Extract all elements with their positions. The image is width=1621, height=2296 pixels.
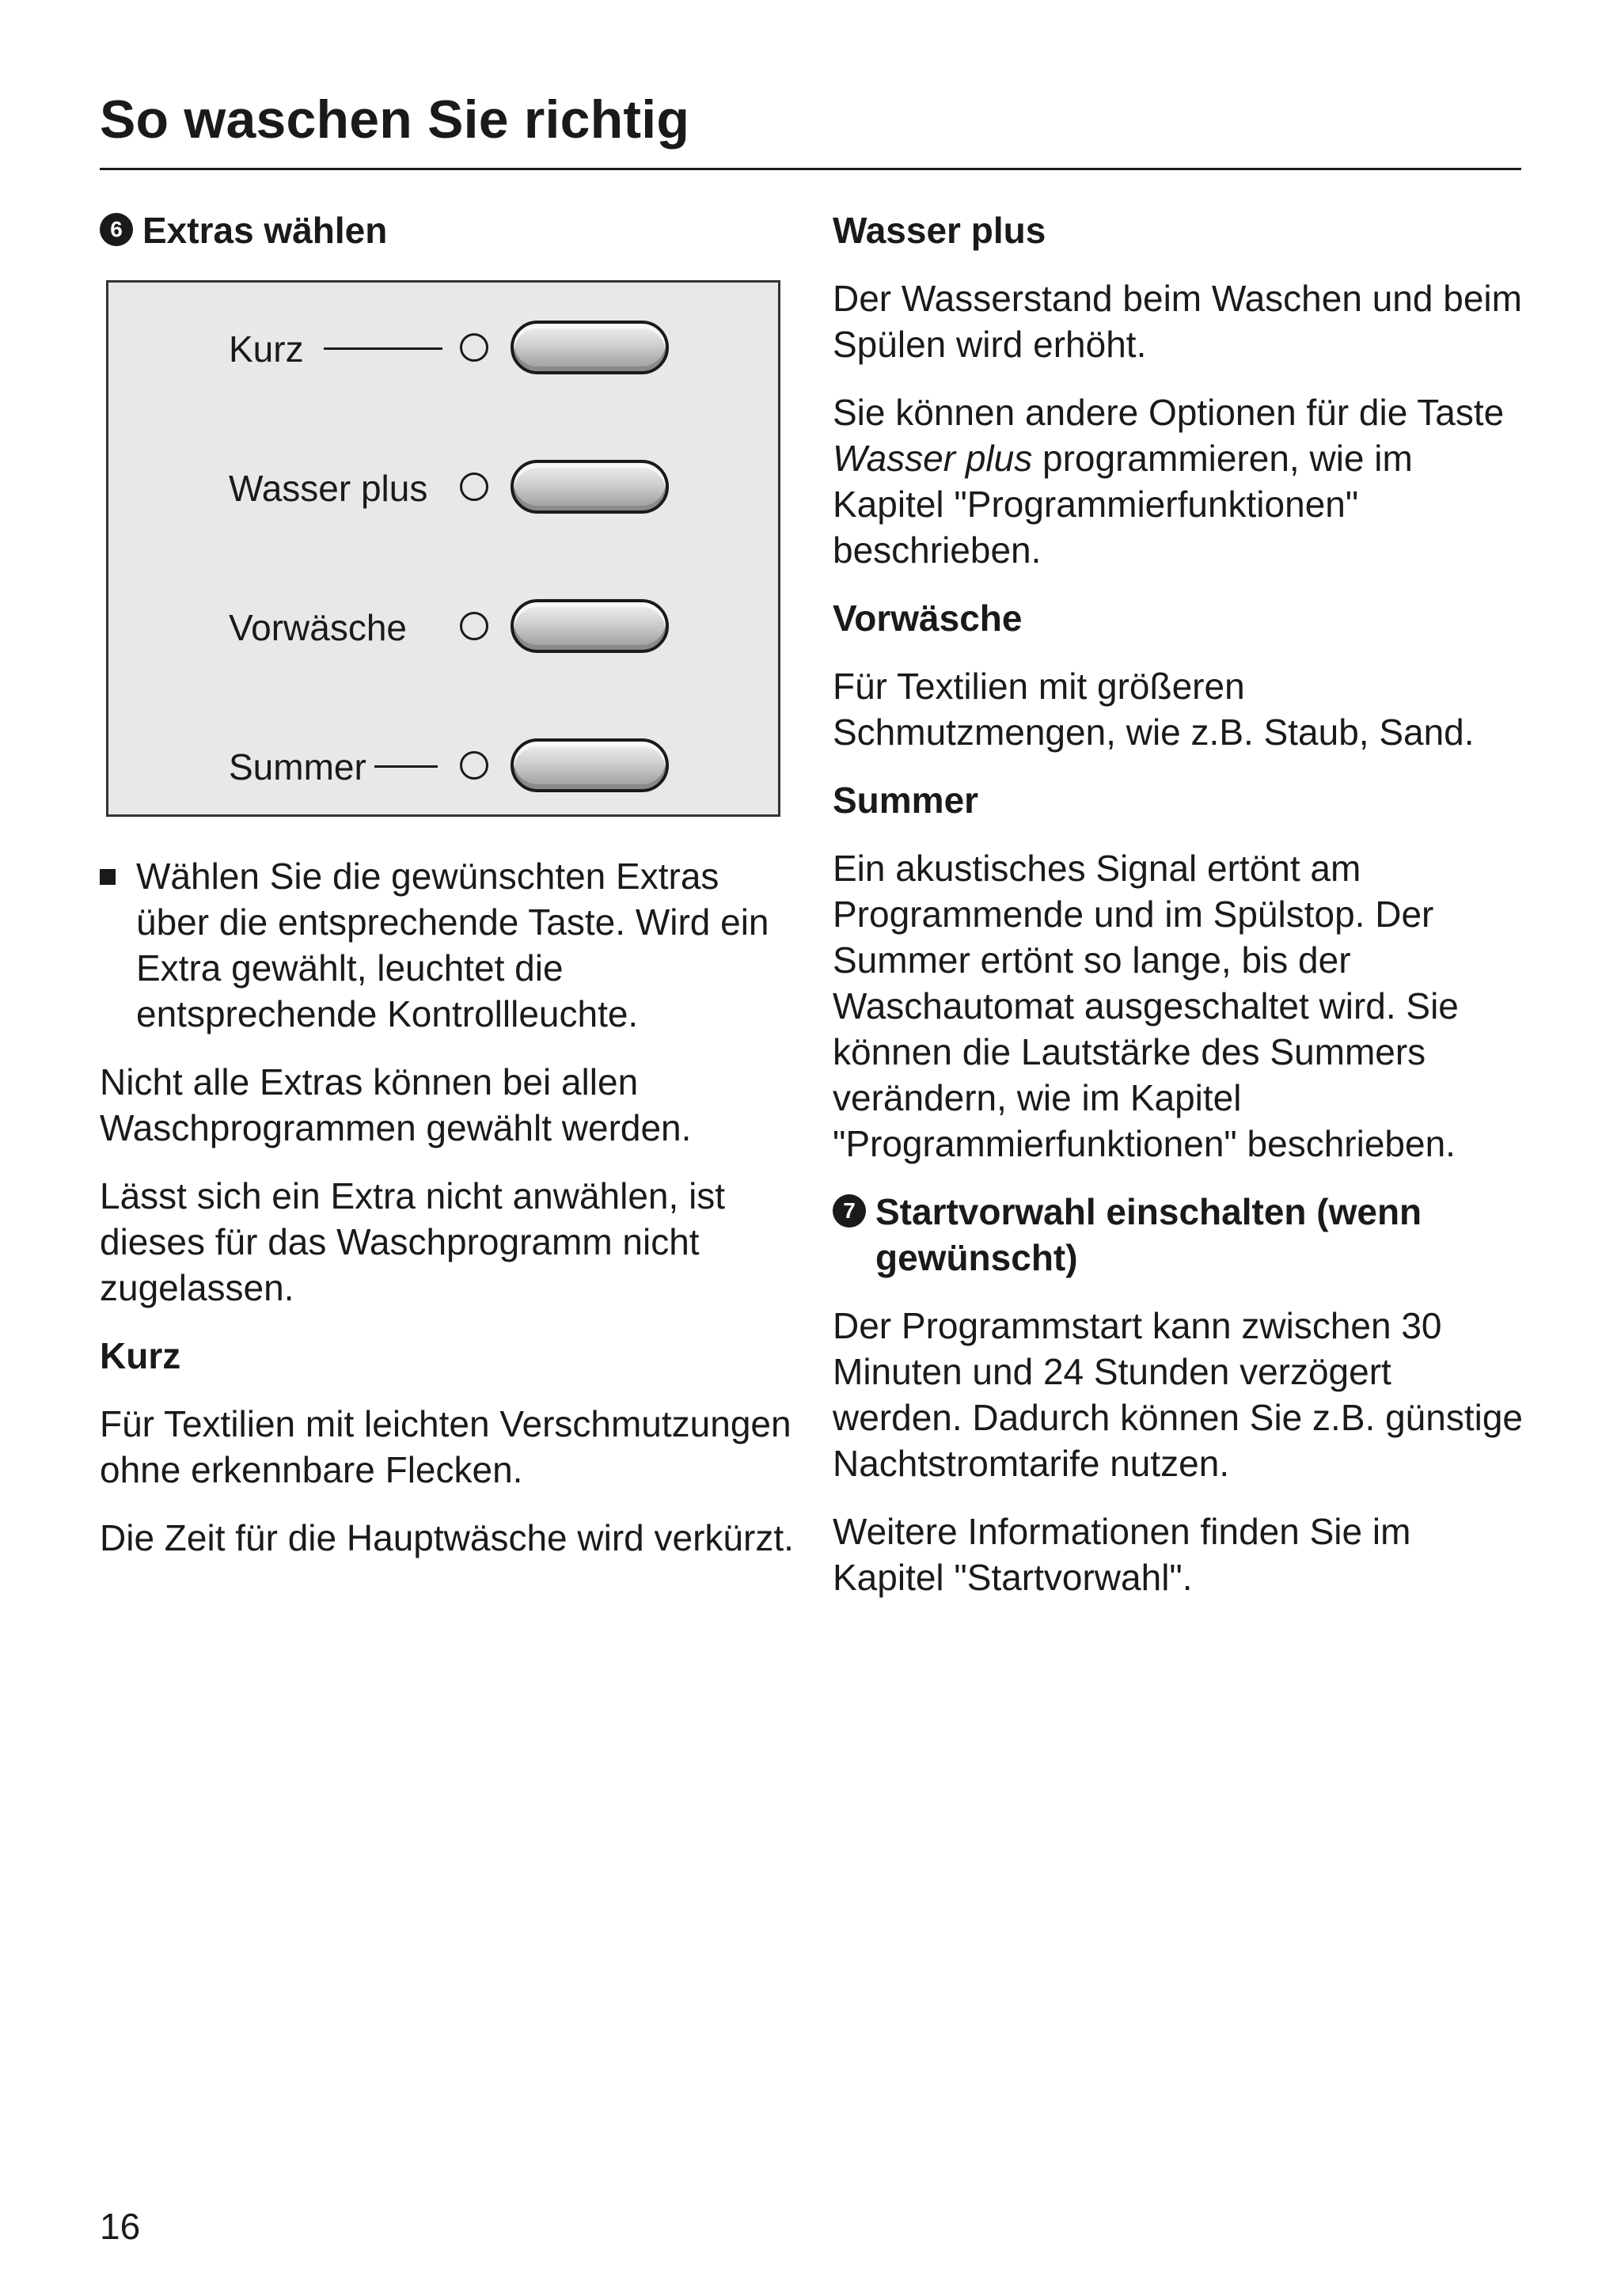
bullet-square-icon xyxy=(100,869,116,885)
text-run: programmieren, wie im Kapitel "Programmierfunktionen" beschrieben. xyxy=(833,438,1413,571)
step-6-number: 6 xyxy=(100,213,133,246)
paragraph-startvorwahl-1: Der Programmstart kann zwischen 30 Minuten und 24 Stunden verzögert werden. Dadurch können Sie z.B. günstige Nachtstromtarife nutzen. xyxy=(833,1305,1523,1484)
step-6-title: Extras wählen xyxy=(142,210,388,251)
indicator-light-wasser-plus xyxy=(460,472,488,501)
page-number: 16 xyxy=(100,2206,141,2247)
indicator-light-kurz xyxy=(460,333,488,362)
heading-kurz: Kurz xyxy=(100,1335,181,1376)
paragraph-wasser-plus-1: Der Wasserstand beim Waschen und beim Spülen wird erhöht. xyxy=(833,278,1522,365)
indicator-light-vorwaesche xyxy=(460,612,488,640)
panel-label-kurz: Kurz xyxy=(229,328,304,370)
indicator-light-summer xyxy=(460,751,488,780)
panel-label-vorwaesche: Vorwäsche xyxy=(229,607,408,648)
vorwaesche-button[interactable] xyxy=(511,599,669,653)
italic-term-wasser-plus: Wasser plus xyxy=(833,438,1033,479)
instruction-bullet xyxy=(100,853,796,1037)
step-7-number: 7 xyxy=(833,1194,866,1228)
panel-label-summer: Summer xyxy=(229,746,366,787)
kurz-button[interactable] xyxy=(511,321,669,374)
heading-vorwaesche: Vorwäsche xyxy=(833,598,1023,639)
panel-row-summer xyxy=(108,735,778,799)
right-column xyxy=(833,207,1529,1622)
panel-leader-line xyxy=(324,347,442,350)
panel-row-kurz xyxy=(108,317,778,381)
paragraph-extras-not-allowed: Lässt sich ein Extra nicht anwählen, ist dieses für das Waschprogramm nicht zugelassen. xyxy=(100,1175,726,1308)
paragraph-kurz-2: Die Zeit für die Hauptwäsche wird verkürzt. xyxy=(100,1517,794,1558)
panel-label-wasser-plus: Wasser plus xyxy=(229,468,428,509)
step-6-heading xyxy=(100,207,796,253)
panel-row-wasser-plus xyxy=(108,457,778,520)
page-title: So waschen Sie richtig xyxy=(100,89,690,150)
step-7-heading xyxy=(833,1189,1529,1281)
paragraph-wasser-plus-2 xyxy=(833,389,1529,573)
bullet-text: Wählen Sie die gewünschten Extras über die entsprechende Taste. Wird ein Extra gewählt, leuchtet die entsprechende Kontrollleuchte. xyxy=(136,856,769,1034)
left-column xyxy=(100,207,796,1583)
text-run: Sie können andere Optionen für die Taste xyxy=(833,392,1505,433)
summer-button[interactable] xyxy=(511,738,669,792)
panel-row-vorwaesche xyxy=(108,596,778,659)
paragraph-summer: Ein akustisches Signal ertönt am Programmende und im Spülstop. Der Summer ertönt so lange, bis der Waschautomat ausgeschaltet wird. Sie können die Lautstärke des Summers verändern, wie im Kapitel "Programmierfunktionen" beschrieben. xyxy=(833,848,1459,1164)
panel-leader-line xyxy=(374,765,438,768)
paragraph-extras-availability: Nicht alle Extras können bei allen Waschprogrammen gewählt werden. xyxy=(100,1061,692,1148)
paragraph-startvorwahl-2: Weitere Informationen finden Sie im Kapitel "Startvorwahl". xyxy=(833,1511,1411,1598)
paragraph-vorwaesche: Für Textilien mit größeren Schmutzmengen, wie z.B. Staub, Sand. xyxy=(833,666,1475,753)
step-7-title: Startvorwahl einschalten (wenn gewünscht) xyxy=(875,1191,1422,1278)
wasser-plus-button[interactable] xyxy=(511,460,669,514)
heading-wasser-plus: Wasser plus xyxy=(833,210,1046,251)
extras-control-panel xyxy=(106,280,780,817)
title-rule xyxy=(100,168,1521,170)
heading-summer: Summer xyxy=(833,780,979,821)
paragraph-kurz-1: Für Textilien mit leichten Verschmutzungen ohne erkennbare Flecken. xyxy=(100,1403,792,1490)
